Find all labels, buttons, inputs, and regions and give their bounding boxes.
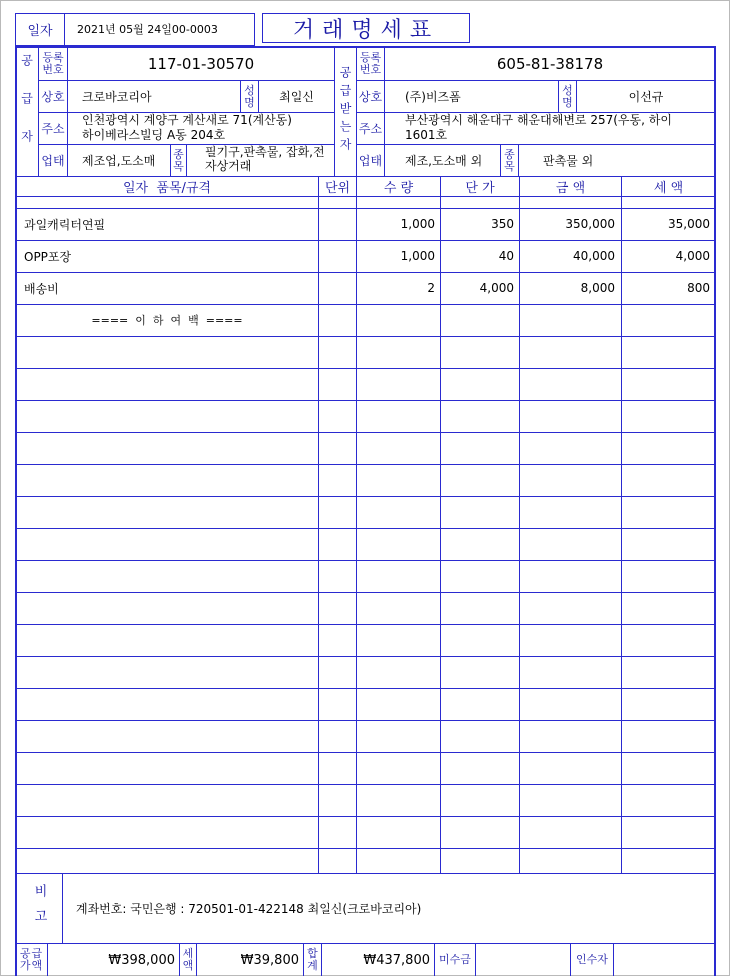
supplier-addr-line2: 하이베라스빌딩 A동 204호 xyxy=(82,128,226,142)
supplier-biz-label: 업태 xyxy=(41,154,65,168)
tax-amount-value: ₩39,800 xyxy=(240,952,299,968)
supplier-rep: 최일신 xyxy=(279,90,314,104)
remarks-text: 계좌번호: 국민은행 : 720501-01-422148 최일신(크로바코리아) xyxy=(76,902,422,916)
supply-amount-label: 공급가액 xyxy=(19,947,44,972)
supplier-item-label: 종목 xyxy=(173,147,184,173)
table-row-line xyxy=(15,592,716,593)
table-row-line xyxy=(15,368,716,369)
col-header-price: 단 가 xyxy=(465,181,495,196)
table-row-line xyxy=(15,688,716,689)
supplier-item-line2: 자상거래 xyxy=(205,159,252,173)
cell-qty: 1,000 xyxy=(400,217,435,231)
buyer-biz-label: 업태 xyxy=(358,154,383,168)
supplier-items xyxy=(205,145,334,176)
buyer-side-label: 공급받는자 xyxy=(338,66,352,156)
table-row-line xyxy=(15,624,716,625)
cell-item: 과일캐릭터연필 xyxy=(24,217,106,232)
table-row-line xyxy=(15,560,716,561)
col-header-unit: 단위 xyxy=(324,181,351,196)
cell-price: 4,000 xyxy=(479,281,514,295)
supplier-reg-label: 등록번호 xyxy=(42,50,64,76)
blank-note: ==== 이 하 여 백 ==== xyxy=(91,314,243,327)
buyer-item: 판촉물 외 xyxy=(543,154,594,168)
receiver-value xyxy=(614,944,715,976)
buyer-addr-line2: 1601호 xyxy=(405,128,448,142)
table-row-line xyxy=(15,656,716,657)
supplier-biz-type: 제조업,도소매 xyxy=(82,154,156,168)
table-row-line xyxy=(15,336,716,337)
tax-amount-label: 세액 xyxy=(182,947,194,972)
supplier-item-line1: 필기구,판촉물, 잡화,전 xyxy=(205,145,325,159)
table-row-line xyxy=(15,784,716,785)
buyer-item-label: 종목 xyxy=(504,147,515,173)
cell-unit xyxy=(319,272,356,304)
buyer-name-label: 상호 xyxy=(358,90,383,104)
supplier-company: 크로바코리아 xyxy=(82,90,152,104)
buyer-addr-label: 주소 xyxy=(358,122,383,136)
unpaid-value xyxy=(476,944,570,976)
page-title: 거래명세표 xyxy=(262,13,470,43)
cell-amount: 40,000 xyxy=(573,249,615,263)
cell-price: 350 xyxy=(491,217,514,231)
table-row-line xyxy=(15,400,716,401)
unpaid-label: 미수금 xyxy=(439,953,471,966)
buyer-addr-line1: 부산광역시 해운대구 해운대해변로 257(우동, 하이 xyxy=(405,113,672,127)
cell-qty: 1,000 xyxy=(400,249,435,263)
table-row-line xyxy=(15,528,716,529)
remarks-label: 비고 xyxy=(31,883,47,934)
cell-item: OPP포장 xyxy=(24,249,72,264)
cell-tax: 4,000 xyxy=(675,249,710,263)
cell-price: 40 xyxy=(498,249,514,263)
supplier-name-label: 상호 xyxy=(41,90,65,104)
buyer-reg-label: 등록번호 xyxy=(359,50,382,76)
receiver-label: 인수자 xyxy=(576,953,608,966)
table-row-line xyxy=(15,848,716,849)
buyer-company: (주)비즈폼 xyxy=(405,90,461,104)
table-row-line xyxy=(15,816,716,817)
table-row-line xyxy=(15,720,716,721)
date-value: 2021년 05월 24일00-0003 xyxy=(64,13,255,46)
buyer-biz-type: 제조,도소매 외 xyxy=(405,154,483,168)
table-row-line xyxy=(15,432,716,433)
supplier-reg-no: 117-01-30570 xyxy=(147,54,255,73)
cell-qty: 2 xyxy=(427,281,435,295)
supplier-addr-line1: 인천광역시 계양구 계산새로 71(계산동) xyxy=(82,113,292,127)
col-header-item: 일자 품목/규격 xyxy=(123,181,211,196)
cell-tax: 800 xyxy=(687,281,710,295)
cell-unit xyxy=(319,208,356,240)
supply-amount-value: ₩398,000 xyxy=(108,952,175,968)
cell-tax: 35,000 xyxy=(668,217,710,231)
supplier-side-label: 공급자 xyxy=(19,54,34,168)
buyer-rep-label: 성명 xyxy=(562,83,573,109)
total-label: 합계 xyxy=(307,947,318,972)
table-row xyxy=(16,272,716,304)
cell-amount: 350,000 xyxy=(565,217,615,231)
cell-unit xyxy=(319,240,356,272)
table-row-line xyxy=(15,496,716,497)
buyer-reg-no: 605-81-38178 xyxy=(496,54,604,73)
date-label: 일자 xyxy=(15,13,65,46)
supplier-rep-label: 성명 xyxy=(244,83,255,109)
table-row-line xyxy=(15,752,716,753)
table-row xyxy=(16,208,716,240)
cell-amount: 8,000 xyxy=(580,281,615,295)
supplier-address xyxy=(82,113,334,144)
table-row-line xyxy=(15,464,716,465)
buyer-rep: 이선규 xyxy=(628,90,664,104)
cell-item: 배송비 xyxy=(24,281,59,296)
buyer-address xyxy=(405,113,715,144)
table-row xyxy=(16,240,716,272)
total-value: ₩437,800 xyxy=(363,952,430,968)
col-header-qty: 수 량 xyxy=(383,181,414,196)
supplier-addr-label: 주소 xyxy=(41,122,65,136)
col-header-amount: 금 액 xyxy=(555,181,586,196)
col-header-tax: 세 액 xyxy=(653,181,684,196)
